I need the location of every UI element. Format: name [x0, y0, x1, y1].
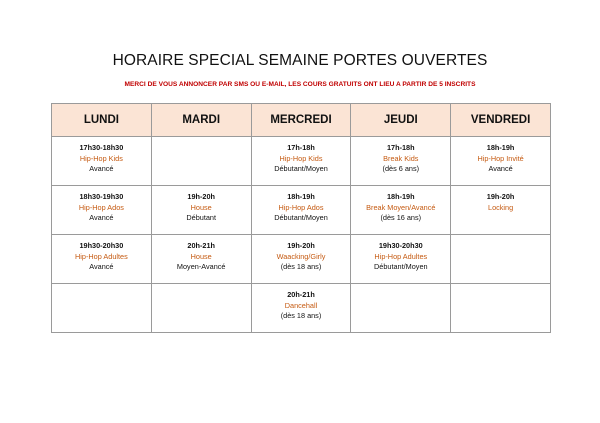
registration-notice: MERCI DE VOUS ANNONCER PAR SMS OU E-MAIL, LES COURS GRATUITS ONT LIEU A PARTIR DE 5 INSCRITS [124, 81, 476, 88]
class-slot [152, 186, 251, 224]
schedule-cell [251, 235, 351, 284]
class-slot [52, 186, 151, 224]
schedule-cell [251, 137, 351, 186]
schedule-cell [151, 284, 251, 333]
schedule-cell [351, 186, 451, 235]
page-title: HORAIRE SPECIAL SEMAINE PORTES OUVERTES [112, 52, 488, 69]
schedule-cell [351, 235, 451, 284]
class-name: House [190, 202, 212, 212]
class-name: Hip-Hop Invité [477, 153, 524, 163]
schedule-cell [151, 186, 251, 235]
class-name: Break Kids [383, 153, 419, 163]
schedule-row [52, 284, 551, 333]
schedule-cell [52, 186, 152, 235]
class-time: 17h-18h [387, 143, 415, 152]
class-level: (dès 18 ans) [280, 262, 322, 271]
day-header: MERCREDI [251, 104, 351, 137]
class-time: 17h-18h [287, 143, 315, 152]
class-slot [252, 284, 351, 322]
class-name: Locking [488, 202, 514, 212]
class-slot [351, 186, 450, 224]
schedule-cell [151, 235, 251, 284]
day-header: LUNDI [52, 104, 152, 137]
schedule-cell [52, 235, 152, 284]
class-time: 19h30-20h30 [79, 241, 124, 250]
class-level: (dès 6 ans) [382, 164, 420, 173]
class-time: 18h30-19h30 [79, 192, 124, 201]
class-level: Moyen-Avancé [176, 262, 226, 271]
schedule-table [51, 103, 551, 333]
schedule-cell [351, 284, 451, 333]
class-level: (dès 16 ans) [380, 213, 422, 222]
schedule-cell [151, 137, 251, 186]
class-name: Hip-Hop Ados [278, 202, 324, 212]
class-slot [152, 235, 251, 273]
class-time: 19h-20h [486, 192, 515, 201]
class-slot [252, 137, 351, 175]
class-name: Break Moyen/Avancé [366, 202, 436, 212]
class-time: 19h-20h [187, 192, 215, 201]
class-time: 18h-19h [387, 192, 415, 201]
schedule-cell [52, 284, 152, 333]
day-header: JEUDI [351, 104, 451, 137]
class-level: Débutant/Moyen [274, 213, 328, 222]
class-level: Avancé [89, 213, 114, 222]
class-time: 18h-19h [486, 143, 515, 152]
class-slot [451, 137, 550, 175]
class-time: 20h-21h [287, 290, 315, 299]
class-time: 19h30-20h30 [378, 241, 423, 250]
class-name: Hip-Hop Kids [79, 153, 123, 163]
schedule-cell [451, 186, 551, 235]
day-header: MARDI [151, 104, 251, 137]
class-level: Débutant/Moyen [274, 164, 328, 173]
class-time: 17h30-18h30 [79, 143, 124, 152]
class-level: Avancé [488, 164, 513, 173]
class-slot [451, 186, 550, 213]
class-slot [351, 137, 450, 175]
schedule-cell [251, 186, 351, 235]
class-name: Hip-Hop Adultes [374, 251, 428, 261]
class-name: Dancehall [284, 300, 318, 310]
class-level: Débutant/Moyen [374, 262, 428, 271]
schedule-cell [451, 284, 551, 333]
class-slot [52, 137, 151, 175]
class-level: Débutant [186, 213, 216, 222]
class-name: Hip-Hop Ados [78, 202, 124, 212]
schedule-cell [52, 137, 152, 186]
class-slot [351, 235, 450, 273]
class-time: 20h-21h [187, 241, 215, 250]
class-time: 18h-19h [287, 192, 315, 201]
schedule-row [52, 235, 551, 284]
class-slot [52, 235, 151, 273]
schedule-cell [451, 137, 551, 186]
class-time: 19h-20h [287, 241, 315, 250]
class-name: Waacking/Girly [276, 251, 326, 261]
class-slot [252, 235, 351, 273]
schedule-row [52, 137, 551, 186]
day-header-row [52, 104, 551, 137]
class-name: House [190, 251, 212, 261]
schedule-row [52, 186, 551, 235]
class-name: Hip-Hop Adultes [75, 251, 128, 261]
day-header: VENDREDI [451, 104, 551, 137]
class-level: Avancé [89, 262, 114, 271]
schedule-cell [251, 284, 351, 333]
schedule-cell [351, 137, 451, 186]
schedule-cell [451, 235, 551, 284]
class-slot [252, 186, 351, 224]
class-name: Hip-Hop Kids [279, 153, 323, 163]
class-level: (dès 18 ans) [280, 311, 322, 320]
class-level: Avancé [89, 164, 114, 173]
